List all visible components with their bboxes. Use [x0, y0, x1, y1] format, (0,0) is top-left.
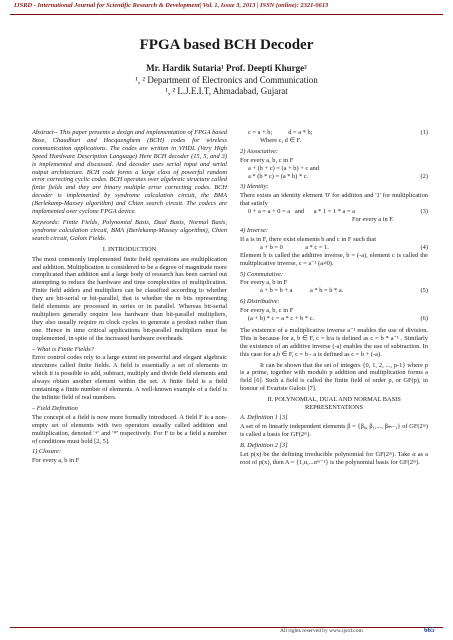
comm-eq: a + b = b + a a * b = b * a.: [260, 287, 344, 295]
authors: Mr. Hardik Sutaria¹ Prof. Deepti Khurge²: [146, 63, 307, 73]
comm-line: For every a, b in F: [240, 279, 288, 287]
def-heading: – Field Definition: [32, 404, 78, 412]
right-column: [240, 129, 428, 469]
eq-4-row: [240, 244, 428, 252]
inverse-text: If a is in F, there exist elements b and c in F such that: [240, 235, 376, 243]
ident-text: There exists an identity element '0' for addition and '1' for multiplication that satisfy: [240, 192, 428, 208]
intro-paragraph: The most commonly implemented finite field operations are multiplication and addition. Multiplication is considered to be a degree of magnitude more complicated than addition and a large body of research has been carried out attempting to reduce the hardware and time complexities of multiplication. Finite field adders and multipliers can be classified according to whether they are bit-serial or bit-parallel, that is whether the m bits representing field elements are processed in series or in parallel. Whereas bit-serial multipliers generally require less hardware than bit-parallel multipliers, they also usually require m clock cycles to generate a product rather than one. Hence in time critical applications bit-parallel multipliers must be implemented, in spite of the increased hardware overheads.: [32, 255, 227, 342]
eq-2-number: (2): [420, 172, 428, 180]
page-number: 665: [424, 626, 435, 634]
eq-2-row: [240, 173, 428, 181]
eq-1-number: (1): [420, 129, 428, 136]
existence-paragraph: The existence of a multiplicative inverse a⁻¹ enables the use of division. This is because for a, b ∈ F, c = b/a is defined as c = b * a⁻¹ . Similarly the existence of an additive inverse (-a) enables the use of subtraction. In this case for a,b ∈ F, c = b - a is defined as c = b + (-a).: [240, 326, 428, 358]
shown-paragraph: It can be shown that the set of integers {0, 1, 2, ..., p-1} where p is a prime, together with modulo p addition and multiplication forms a field [6]. Such a field is called the finite field of order p, or GF(p), in honour of Evariste Galois [7].: [240, 361, 428, 393]
eq-1: c = a + b; d = a * b;: [248, 129, 313, 136]
abstract: Abstract-- This paper presents a design and implementation of FPGA based Bose, Chaudhuri and Hocquenghem (BCH) codes for wireless communication applications. The codes are written in VHDL (Very High Speed Hardware Description Language) Here BCH decoder (15, 5, and 3) is implemented and discussed. And decoder uses serial input and serial output architecture. BCH code forms a large class of powerful random error correcting cyclic codes. BCH operates over algebraic structure called finite fields and they are binary multiple error correcting codes. BCH decoder is implemented by syndrome calculation circuit, the BMA (Berlekamp-Massey algorithm) and Chien search circuit. The codecs are implemented over cyclone FPGA device.: [32, 129, 227, 216]
closure-where: Where c, d ∈ F.: [260, 136, 302, 144]
def-paragraph: The concept of a field is now more formally introduced. A field F is a non-empty set of elements with two operators usually called addition and multiplication, denoted '+' and '*' respectively. For F to be a field a number of conditions must hold [2, 5].: [32, 413, 227, 445]
footer-rule: [10, 627, 443, 628]
eq-1-row: [240, 129, 428, 137]
ident-heading: 3) Identity:: [240, 183, 269, 191]
left-column: [32, 129, 227, 468]
defB-heading: B. Definition 2 [3]: [240, 441, 288, 449]
journal-header: IJSRD - International Journal for Scientific Research & Development| Vol. 1, Issue 3, 2013 | ISSN (online): 2321-0613: [14, 2, 329, 9]
dist-eq: (a + b) * c = a * c + b * c.: [248, 315, 314, 323]
paper-title: FPGA based BCH Decoder: [139, 37, 314, 53]
eq-4-number: (4): [420, 243, 428, 251]
inverse-heading: 4) Inverse:: [240, 226, 268, 234]
section-2-heading: II. POLYNOMIAL, DUAL AND NORMAL BASIS REPRESENTATIONS: [267, 396, 401, 412]
what-paragraph: Error control codes rely to a large extent on powerful and elegant algebraic structures called finite fields. A field is essentially a set of elements in which it is possible to add, subtract, multiply and divide field elements and always obtain another element within the set. A finite field is a field containing a finite number of elements. A well-known example of a field is the infinite field of real numbers.: [32, 354, 227, 401]
assoc-heading: 2) Associative:: [240, 147, 279, 155]
dist-line: For every a, b, c in F: [240, 307, 294, 315]
eq-5-number: (5): [420, 287, 428, 295]
inverse-text2: Element b is called the additive inverse, b = (-a), element c is called the multiplicative inverse, c = a⁻¹ (a≠0).: [240, 251, 428, 267]
eq-6-row: [240, 315, 428, 323]
eq-3-number: (3): [420, 208, 428, 216]
inverse-eq: a + b = 0 a * c = 1.: [260, 243, 329, 251]
comm-heading: 5) Commutative:: [240, 270, 284, 278]
dist-heading: 6) Distributive:: [240, 298, 280, 306]
defA-heading: A. Definition 1 [3]: [240, 414, 288, 421]
footer-text: All rights reserved by www.ijsrd.com: [280, 628, 363, 634]
intro-heading: I. INTRODUCTION: [102, 245, 157, 253]
assoc-eq1: a + (b + c) = (a + b) + c and: [248, 164, 320, 172]
eq-6-number: (6): [420, 315, 428, 323]
defB-text: Let p(x) be the defining irreducible polynomial for GF(2ᵐ). Take α as a root of p(x), then A = {1,α,...αᵐ⁻¹} is the polynomial basis for GF(2ᵐ).: [240, 450, 428, 466]
closure-text: For every a, b in F: [32, 457, 80, 465]
keywords: Keywords: Finite Fields, Polynomial Basis, Dual Basis, Normal Basis, syndrome calculation circuit, BMA (Berlekamp-Massey algorithm), Chien search circuit, Galois Fields.: [32, 218, 227, 242]
what-heading: – What is Finite Fields?: [32, 345, 94, 353]
ident-for: For every a in F.: [352, 216, 394, 224]
ident-eq: 0 + a = a + 0 = a and a * 1 = 1 * a = a: [248, 208, 355, 216]
defA-text: A set of m linearly independent elements β = {β₀, β₁,..., βₘ₋₁} of GF(2ᵐ) is called a basis for GF(2ᵐ).: [240, 422, 428, 438]
department: ¹, ² Department of Electronics and Communication: [135, 75, 318, 85]
eq-3-row: [240, 208, 428, 216]
assoc-eq2: a * (b * c) = (a * b) * c.: [248, 172, 309, 180]
institute: ¹, ² L.J.E.I.T, Ahmadabad, Gujarat: [165, 86, 288, 96]
closure-heading: 1) Closure:: [32, 448, 62, 456]
eq-5-row: [240, 287, 428, 295]
assoc-line: For every a, b, c in F: [240, 156, 294, 164]
